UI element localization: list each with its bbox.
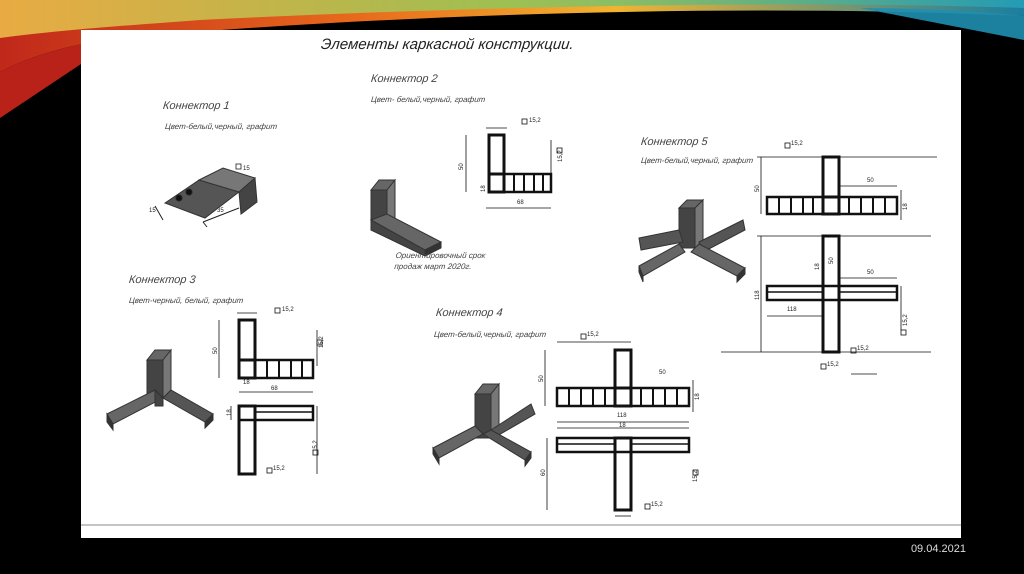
page-title: Элементы каркасной конструкции. xyxy=(320,36,575,53)
connector-2-colors: Цвет- белый,черный, графит xyxy=(370,95,486,104)
c5-dim-8: 118 xyxy=(755,290,761,300)
c3-dim-4: 18 xyxy=(243,380,250,386)
c4-dim-3: 50 xyxy=(659,370,666,376)
c3-dim-5: 68 xyxy=(271,386,278,392)
c2-dim-4: 18 xyxy=(481,185,487,192)
c5-dim-4: 18 xyxy=(903,203,909,210)
connector-2-name: Коннектор 2 xyxy=(370,73,439,85)
connector-1-name: Коннектор 1 xyxy=(162,100,231,112)
c1-dim-1: 15 xyxy=(243,166,250,172)
c4-dim-8: 15,2 xyxy=(651,502,663,508)
c5-dim-11: 15,2 xyxy=(903,314,909,326)
c5-dim-5: 18 xyxy=(815,263,821,270)
c2-dim-5: 68 xyxy=(517,200,524,206)
c4-dim-1: 15,2 xyxy=(587,332,599,338)
c3-dim-7: 15,2 xyxy=(273,466,285,472)
sales-note-line-2: продаж март 2020г. xyxy=(393,262,473,271)
sales-note xyxy=(394,250,486,272)
connector-2-ortho xyxy=(466,119,562,208)
c5-dim-9: 118 xyxy=(787,307,797,313)
connector-2-iso xyxy=(371,180,441,256)
slide-date: 09.04.2021 xyxy=(910,543,966,555)
c2-dim-1: 15,2 xyxy=(529,118,541,124)
connector-3-colors: Цвет-черный, белый, графит xyxy=(128,296,244,305)
c4-dim-5: 118 xyxy=(617,413,627,419)
c5-dim-12: 15,2 xyxy=(827,362,839,368)
connector-4-name: Коннектор 4 xyxy=(435,307,504,319)
connector-5-colors: Цвет-белый,черный, графит xyxy=(640,156,754,165)
c4-dim-7: 60 xyxy=(541,469,547,476)
c4-dim-6: 18 xyxy=(619,423,626,429)
connector-3-name: Коннектор 3 xyxy=(128,274,197,286)
connector-4-colors: Цвет-белый,черный, графит xyxy=(433,330,547,339)
connector-4-iso xyxy=(433,384,535,466)
sales-note-line-1: Ориентировочный срок xyxy=(395,251,486,260)
c5-dim-7: 50 xyxy=(867,270,874,276)
drawing-sheet xyxy=(81,30,961,538)
connector-5-iso xyxy=(639,200,745,282)
c2-dim-2: 15,2 xyxy=(558,150,564,162)
c4-dim-4: 18 xyxy=(695,393,701,400)
c5-dim-3: 50 xyxy=(867,178,874,184)
c5-dim-6: 50 xyxy=(829,257,835,264)
connector-5-name: Коннектор 5 xyxy=(640,136,709,148)
c5-dim-10: 15,2 xyxy=(857,346,869,352)
connector-3-iso xyxy=(107,350,213,430)
connector-1-colors: Цвет-белый,черный, графит xyxy=(164,122,278,131)
c4-dim-9: 15,2 xyxy=(693,470,699,482)
c3-dim-2: 15,2 xyxy=(319,336,325,348)
c5-dim-1: 15,2 xyxy=(791,141,803,147)
c3-dim-8: 15,2 xyxy=(313,440,319,452)
c4-dim-2: 50 xyxy=(539,375,545,382)
c1-dim-3: 15 xyxy=(149,208,156,214)
c2-dim-3: 50 xyxy=(459,163,465,170)
c3-dim-1: 15,2 xyxy=(282,307,294,313)
c1-dim-2: 35 xyxy=(217,208,224,214)
c3-dim-6: 18 xyxy=(227,409,233,416)
c5-dim-2: 50 xyxy=(755,185,761,192)
c3-dim-3: 50 xyxy=(213,347,219,354)
connector-1-drawing xyxy=(155,164,257,227)
